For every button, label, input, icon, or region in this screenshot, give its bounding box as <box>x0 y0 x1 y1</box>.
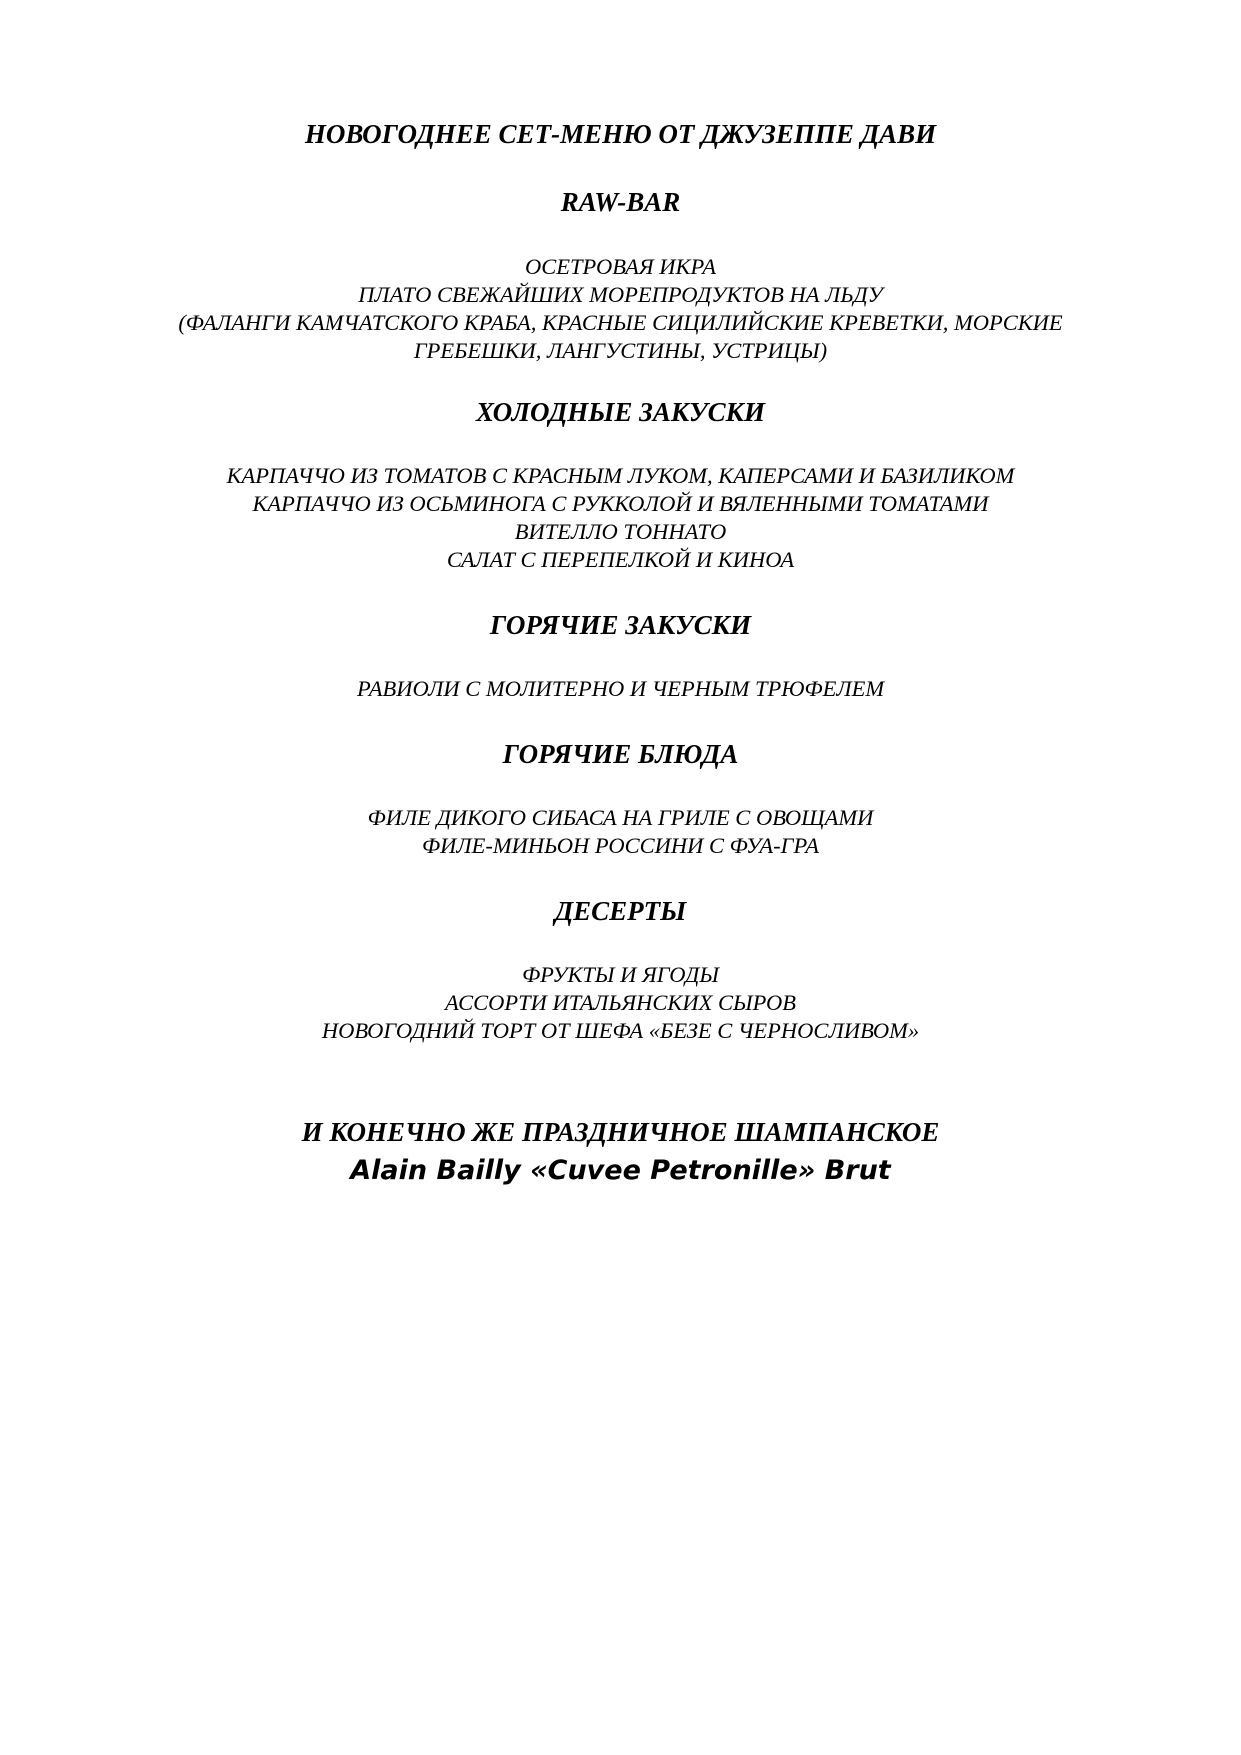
menu-item: АССОРТИ ИТАЛЬЯНСКИХ СЫРОВ <box>444 990 797 1015</box>
menu-item: КАРПАЧЧО ИЗ ТОМАТОВ С КРАСНЫМ ЛУКОМ, КАПЕРСАМИ И БАЗИЛИКОМ <box>226 463 1015 488</box>
section-heading-desserts: ДЕСЕРТЫ <box>554 896 687 926</box>
menu-item: ГРЕБЕШКИ, ЛАНГУСТИНЫ, УСТРИЦЫ) <box>413 338 828 363</box>
menu-item: (ФАЛАНГИ КАМЧАТСКОГО КРАБА, КРАСНЫЕ СИЦИЛИЙСКИЕ КРЕВЕТКИ, МОРСКИЕ <box>178 310 1063 335</box>
menu-item: ОСЕТРОВАЯ ИКРА <box>525 254 716 279</box>
menu-item: РАВИОЛИ С МОЛИТЕРНО И ЧЕРНЫМ ТРЮФЕЛЕМ <box>356 676 885 701</box>
section-heading-cold-appetizers: ХОЛОДНЫЕ ЗАКУСКИ <box>476 397 765 427</box>
menu-item: ФИЛЕ ДИКОГО СИБАСА НА ГРИЛЕ С ОВОЩАМИ <box>367 805 874 830</box>
menu-title: НОВОГОДНЕЕ СЕТ-МЕНЮ ОТ ДЖУЗЕППЕ ДАВИ <box>304 119 937 149</box>
menu-item: ФИЛЕ-МИНЬОН РОССИНИ С ФУА-ГРА <box>422 833 819 858</box>
menu-item: ВИТЕЛЛО ТОННАТО <box>514 519 727 544</box>
menu-item: ФРУКТЫ И ЯГОДЫ <box>522 962 719 987</box>
section-heading-raw-bar: RAW-BAR <box>560 187 681 217</box>
menu-item: ПЛАТО СВЕЖАЙШИХ МОРЕПРОДУКТОВ НА ЛЬДУ <box>358 282 883 307</box>
section-heading-hot-appetizers: ГОРЯЧИЕ ЗАКУСКИ <box>489 610 752 640</box>
wine-name: Alain Bailly «Cuvee Petronille» Brut <box>350 1155 891 1186</box>
menu-item: НОВОГОДНИЙ ТОРТ ОТ ШЕФА «БЕЗЕ С ЧЕРНОСЛИВОМ» <box>321 1018 920 1043</box>
closing-champagne-line: И КОНЕЧНО ЖЕ ПРАЗДНИЧНОЕ ШАМПАНСКОЕ <box>301 1117 940 1147</box>
menu-item: КАРПАЧЧО ИЗ ОСЬМИНОГА С РУККОЛОЙ И ВЯЛЕННЫМИ ТОМАТАМИ <box>252 491 989 516</box>
menu-item: САЛАТ С ПЕРЕПЕЛКОЙ И КИНОА <box>446 547 795 572</box>
section-heading-main-courses: ГОРЯЧИЕ БЛЮДА <box>502 739 739 769</box>
